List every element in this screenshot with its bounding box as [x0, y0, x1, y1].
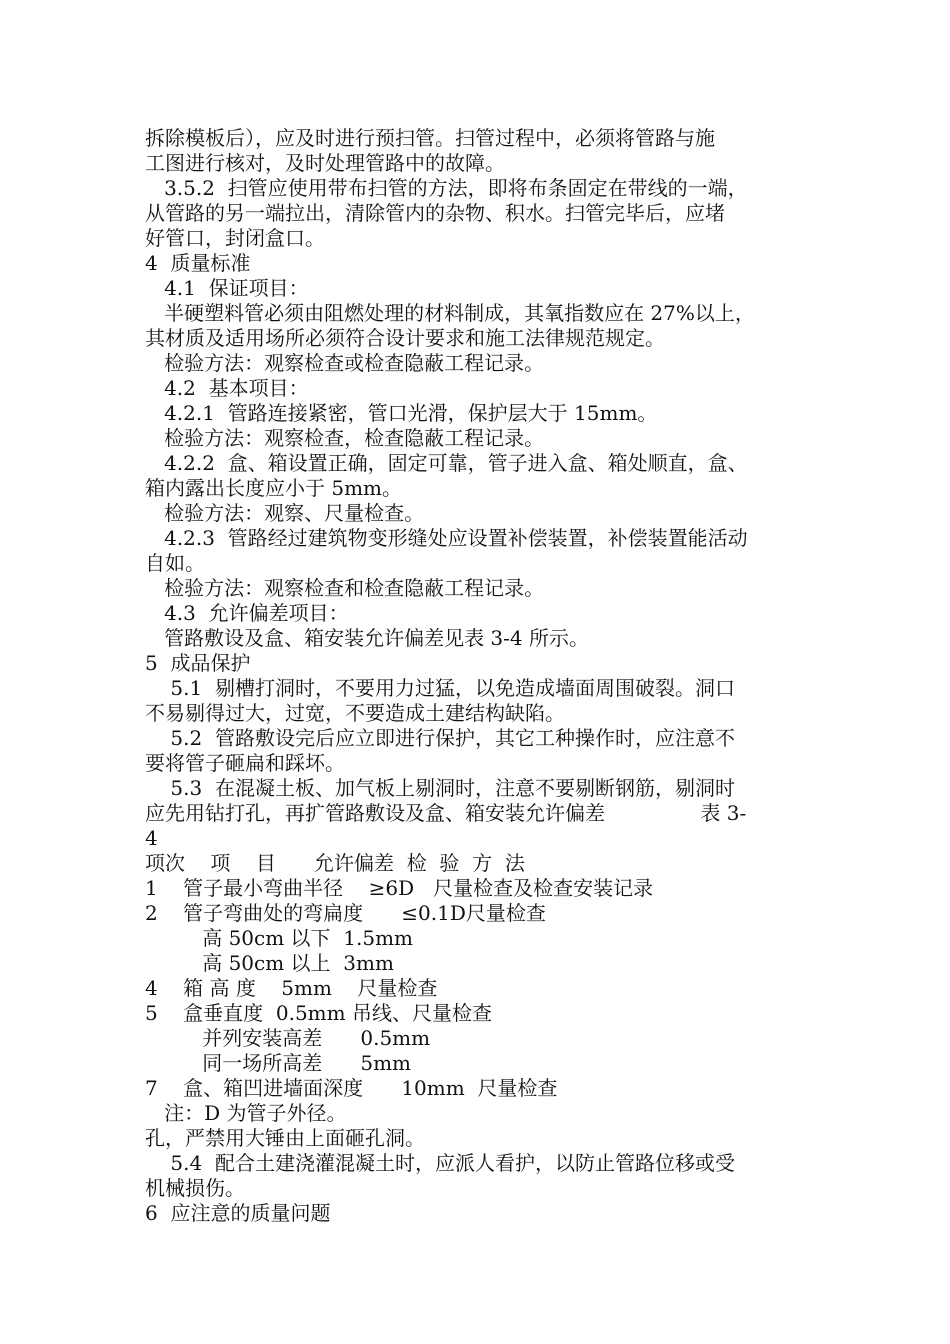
text-line: 其材质及适用场所必须符合设计要求和施工法律规范规定。	[145, 326, 665, 350]
text-line: 3.5.2 扫管应使用带布扫管的方法，即将布条固定在带线的一端，	[145, 176, 748, 200]
text-line: 不易剔得过大，过宽，不要造成土建结构缺陷。	[145, 701, 565, 725]
text-line: 4.2.1 管路连接紧密，管口光滑，保护层大于 15mm。	[145, 401, 658, 425]
section-heading: 4 质量标准	[145, 251, 251, 275]
table-row: 高 50cm 以上 3mm	[145, 951, 394, 975]
text-line: 工图进行核对，及时处理管路中的故障。	[145, 151, 505, 175]
subsection-heading: 4.1 保证项目：	[145, 276, 309, 300]
text-line: 半硬塑料管必须由阻燃处理的材料制成，其氧指数应在 27%以上，	[145, 301, 755, 325]
text-line: 自如。	[145, 551, 205, 575]
table-row: 1 管子最小弯曲半径 ≥6D 尺量检查及检查安装记录	[145, 876, 654, 900]
table-row: 5 盒垂直度 0.5mm 吊线、尺量检查	[145, 1001, 492, 1025]
table-row: 4 箱 高 度 5mm 尺量检查	[145, 976, 438, 1000]
text-line: 箱内露出长度应小于 5mm。	[145, 476, 403, 500]
table-note: 注：D 为管子外径。	[145, 1101, 347, 1125]
table-row: 并列安装高差 0.5mm	[145, 1026, 431, 1050]
text-line: 拆除模板后），应及时进行预扫管。扫管过程中，必须将管路与施	[145, 126, 715, 150]
text-line: 从管路的另一端拉出，清除管内的杂物、积水。扫管完毕后，应堵	[145, 201, 725, 225]
subsection-heading: 4.3 允许偏差项目：	[145, 601, 349, 625]
table-row: 2 管子弯曲处的弯扁度 ≤0.1D尺量检查	[145, 901, 546, 925]
text-line: 机械损伤。	[145, 1176, 245, 1200]
text-line: 5.4 配合土建浇灌混凝土时，应派人看护，以防止管路位移或受	[145, 1151, 735, 1175]
table-row: 7 盒、箱凹进墙面深度 10mm 尺量检查	[145, 1076, 558, 1100]
text-line: 5.2 管路敷设完后应立即进行保护，其它工种操作时，应注意不	[145, 726, 735, 750]
text-line: 4	[145, 826, 158, 850]
section-heading: 6 应注意的质量问题	[145, 1201, 331, 1225]
section-heading: 5 成品保护	[145, 651, 251, 675]
subsection-heading: 4.2 基本项目：	[145, 376, 309, 400]
table-row: 高 50cm 以下 1.5mm	[145, 926, 413, 950]
text-line: 检验方法：观察检查和检查隐蔽工程记录。	[145, 576, 545, 600]
text-line: 要将管子砸扁和踩坏。	[145, 751, 345, 775]
text-line: 5.3 在混凝土板、加气板上剔洞时，注意不要剔断钢筋，剔洞时	[145, 776, 735, 800]
table-header: 项次 项 目 允许偏差 检 验 方 法	[145, 851, 525, 875]
text-line: 管路敷设及盒、箱安装允许偏差见表 3-4 所示。	[145, 626, 589, 650]
text-line: 孔，严禁用大锤由上面砸孔洞。	[145, 1126, 425, 1150]
text-line: 好管口，封闭盒口。	[145, 226, 325, 250]
text-line: 检验方法：观察检查，检查隐蔽工程记录。	[145, 426, 545, 450]
text-line: 应先用钻打孔，再扩管路敷设及盒、箱安装允许偏差 表 3-	[145, 801, 747, 825]
table-row: 同一场所高差 5mm	[145, 1051, 412, 1075]
text-line: 4.2.3 管路经过建筑物变形缝处应设置补偿装置，补偿装置能活动	[145, 526, 748, 550]
text-line: 5.1 剔槽打洞时，不要用力过猛，以免造成墙面周围破裂。洞口	[145, 676, 735, 700]
text-line: 检验方法：观察、尺量检查。	[145, 501, 425, 525]
text-line: 4.2.2 盒、箱设置正确，固定可靠，管子进入盒、箱处顺直，盒、	[145, 451, 748, 475]
text-line: 检验方法：观察检查或检查隐蔽工程记录。	[145, 351, 545, 375]
